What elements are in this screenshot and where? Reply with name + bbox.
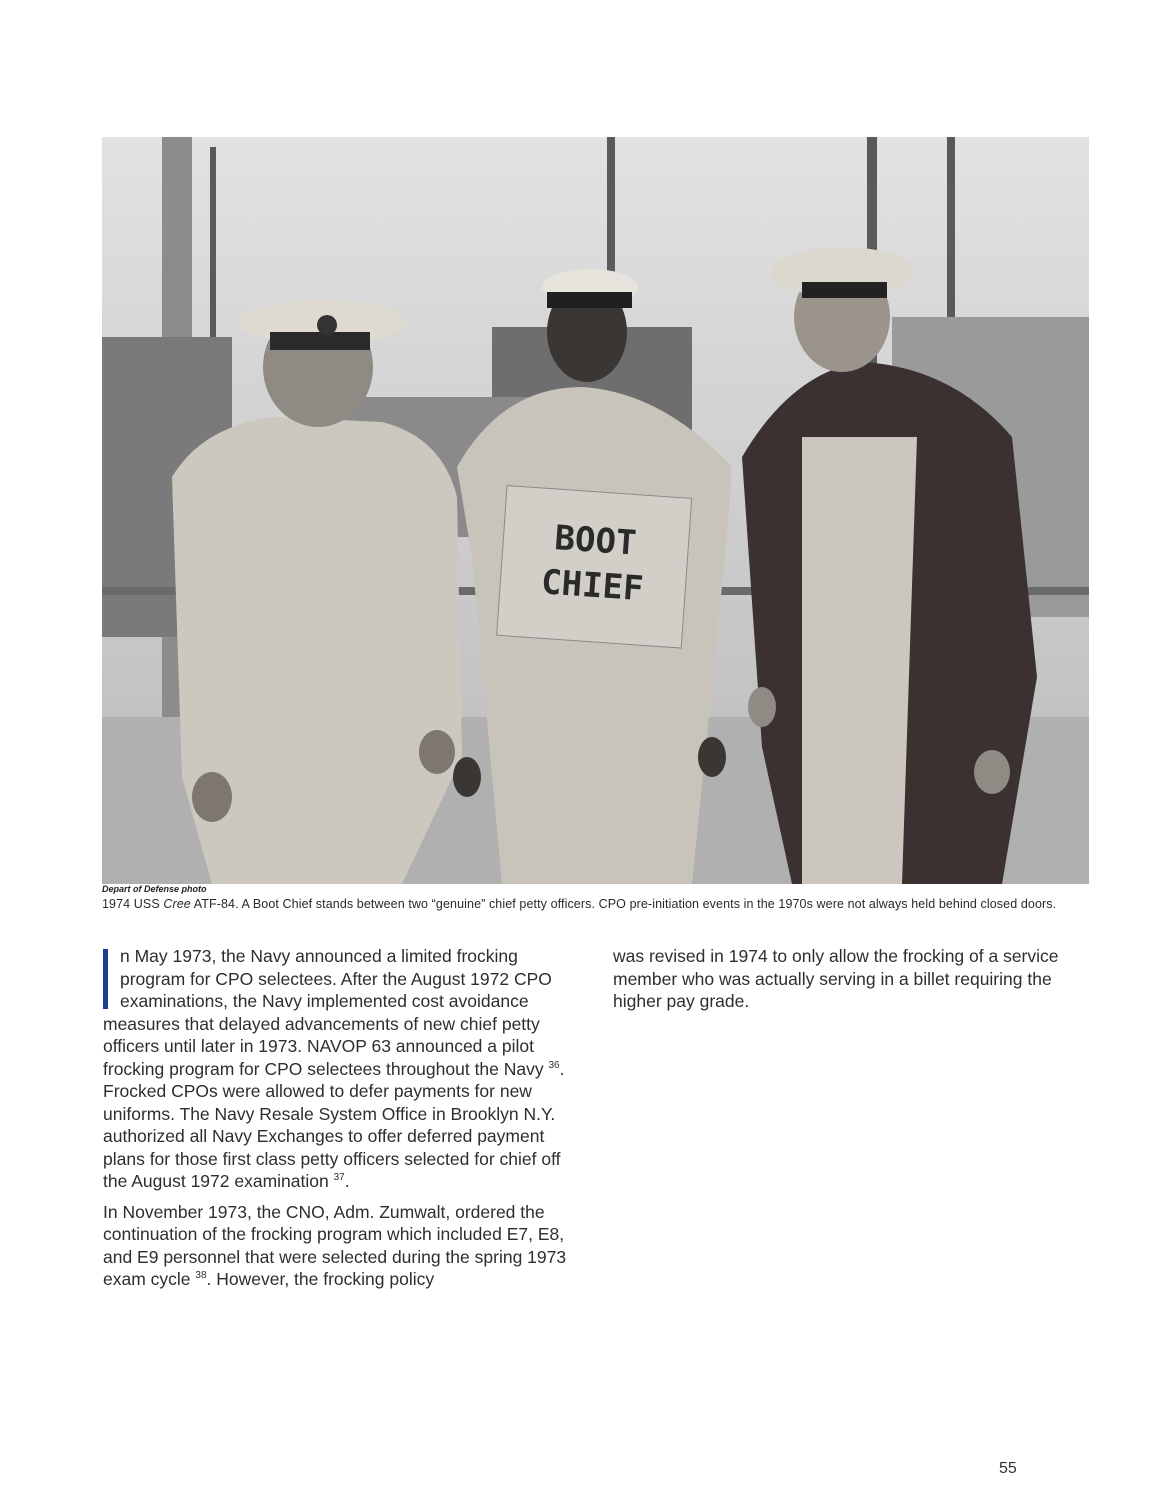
boot-chief-sign <box>497 486 692 649</box>
paragraph-3: was revised in 1974 to only allow the frocking of a service member who was actually serving in a billet requiring the higher pay grade. <box>613 946 1059 1011</box>
paragraph-1 <box>103 945 581 1193</box>
footnote-ref-36: 36 <box>548 1059 560 1071</box>
paragraph-2-text-a: In November 1973, the CNO, Adm. Zumwalt, ordered the continuation of the frocking program which included E7, E8, and E9 personnel that were selected during the spring 1973 exam cycle <box>103 1201 567 1289</box>
body-column-right <box>613 945 1083 1021</box>
page-number: 55 <box>999 1460 1017 1477</box>
footnote-ref-37: 37 <box>333 1172 345 1184</box>
paragraph-1-line-1: n May 1973, the Navy announced a limited frocking <box>120 946 518 966</box>
body-column-left <box>103 945 581 1299</box>
photograph <box>102 137 1089 884</box>
photo-illustration <box>102 137 1089 884</box>
paragraph-2-text-b: . However, the frocking policy <box>206 1269 435 1289</box>
paragraph-1-line-3: examinations, the Navy implemented cost avoidance <box>120 991 529 1011</box>
paragraph-1-text-b: . Frocked CPOs were allowed to defer payments for new uniforms. The Navy Resale System Office in Brooklyn N.Y. authorized all Navy Exchanges to offer deferred payment plans for those first class petty officers selected for chief off the August 1972 examination <box>103 1058 565 1191</box>
paragraph-1-end: . <box>344 1171 350 1191</box>
paragraph-1-text-a: measures that delayed advancements of new chief petty officers until later in 1973. NAVOP 63 announced a pilot frocking program for CPO selectees throughout the Navy <box>103 1013 549 1079</box>
paragraph-1-line-2: program for CPO selectees. After the August 1972 CPO <box>120 968 552 989</box>
footnote-ref-38: 38 <box>195 1270 207 1282</box>
paragraph-2 <box>103 1201 581 1291</box>
caption-prefix: 1974 USS <box>102 897 164 911</box>
svg-text:BOOT: BOOT <box>553 518 638 564</box>
photo-caption <box>102 896 1072 912</box>
svg-text:CHIEF: CHIEF <box>539 562 645 610</box>
photo-credit: Depart of Defense photo <box>102 884 207 894</box>
paragraph-1-body <box>103 1013 581 1193</box>
drop-cap-bar <box>103 949 108 1009</box>
caption-ship-name: Cree <box>163 897 191 911</box>
caption-suffix: ATF-84. A Boot Chief stands between two “genuine” chief petty officers. CPO pre-initiation events in the 1970s were not always held behind closed doors. <box>190 897 1057 911</box>
